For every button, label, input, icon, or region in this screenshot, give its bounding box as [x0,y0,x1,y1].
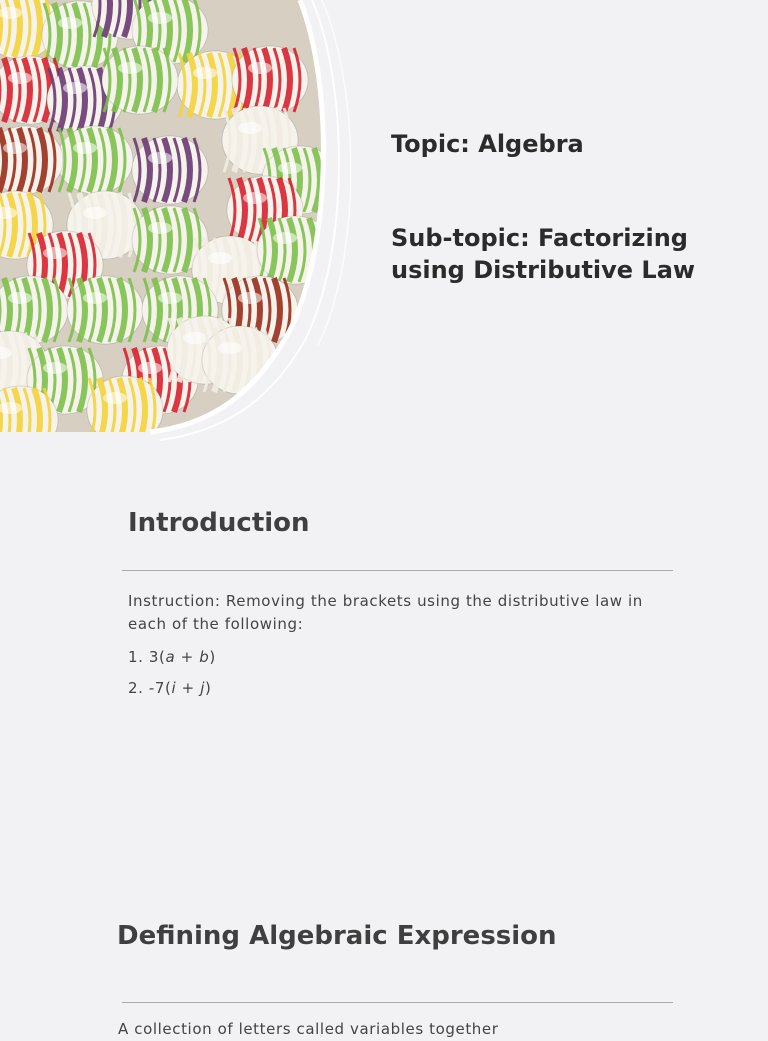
subtopic-line-2: using Distributive Law [391,256,696,284]
defining-heading: Defining Algebraic Expression [117,921,557,951]
candy [57,126,133,194]
candy [67,276,143,344]
candy [132,136,208,204]
candy [232,46,308,114]
variable: b [199,648,210,666]
operator: + [175,648,200,666]
list-item-number: 1. [128,648,144,666]
list-item-number: 2. [128,679,144,697]
striped-candies-image [0,0,360,440]
subtopic-line-1: Sub-topic: Factorizing [391,224,688,252]
coefficient: 3( [148,648,166,666]
introduction-heading: Introduction [128,508,310,538]
list-item [128,679,211,697]
closing-bracket: ) [204,679,212,697]
coefficient: -7( [148,679,172,697]
candy [102,46,178,114]
candy [257,216,333,284]
candy [202,326,278,394]
topic-title: Topic: Algebra [391,130,584,158]
closing-bracket: ) [209,648,216,666]
introduction-divider [122,570,673,571]
subtopic-title [391,222,751,286]
variable: a [165,648,176,666]
list-item [128,648,216,666]
operator: + [176,679,201,697]
partial-paragraph-text: A collection of letters called variables together [118,1020,499,1038]
variable: j [200,679,205,697]
topic-header [391,128,751,286]
variable: i [171,679,177,697]
defining-divider [122,1002,673,1003]
instruction-text: Instruction: Removing the brackets using the distributive law in each of the following: [128,592,643,633]
partial-paragraph [118,1016,678,1038]
